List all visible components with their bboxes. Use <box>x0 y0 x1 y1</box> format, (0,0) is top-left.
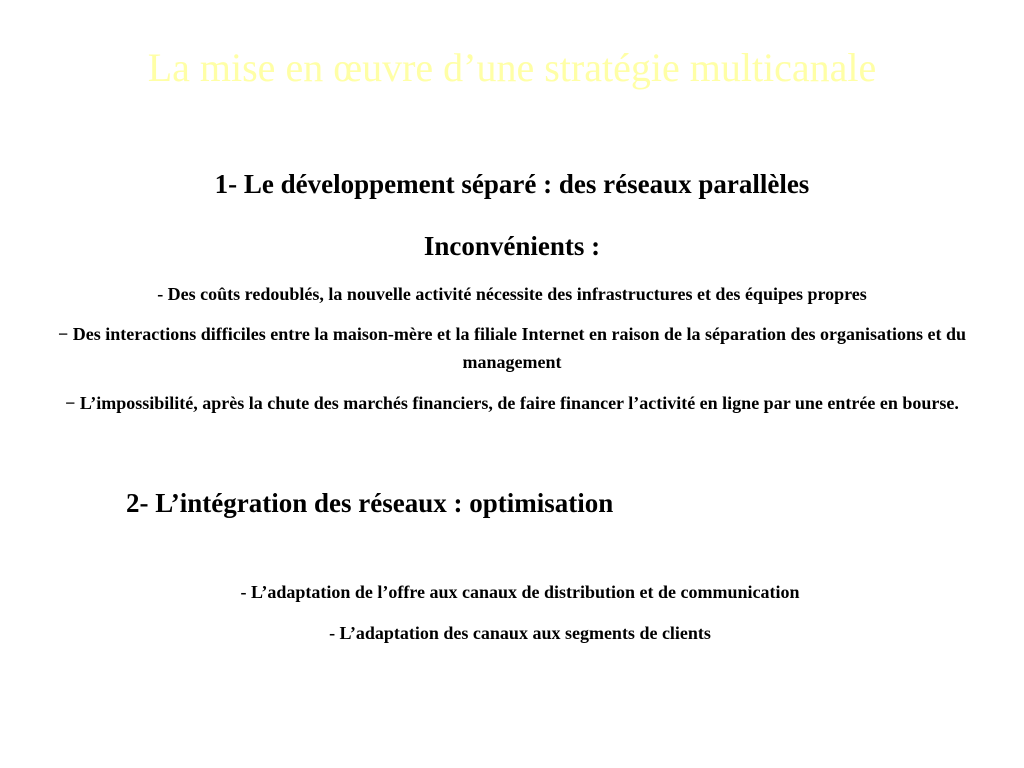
drawback-item: - Des coûts redoublés, la nouvelle activité nécessite des infrastructures et des équipes propres <box>157 284 867 304</box>
integration-item: - L’adaptation de l’offre aux canaux de distribution et de communication <box>240 582 800 602</box>
drawback-item: − L’impossibilité, après la chute des marchés financiers, de faire financer l’activité en ligne par une entrée en bourse. <box>65 393 959 413</box>
section-1-heading: 1- Le développement séparé : des réseaux parallèles <box>214 169 810 199</box>
slide-title: La mise en œuvre d’une stratégie multicanale <box>147 45 877 90</box>
drawback-item: − Des interactions difficiles entre la maison-mère et la filiale Internet en raison de la séparation des organisations et du management <box>58 324 966 372</box>
section-2-heading: 2- L’intégration des réseaux : optimisation <box>126 488 614 518</box>
drawbacks-heading: Inconvénients : <box>423 231 601 261</box>
integration-item: - L’adaptation des canaux aux segments de clients <box>329 623 711 643</box>
